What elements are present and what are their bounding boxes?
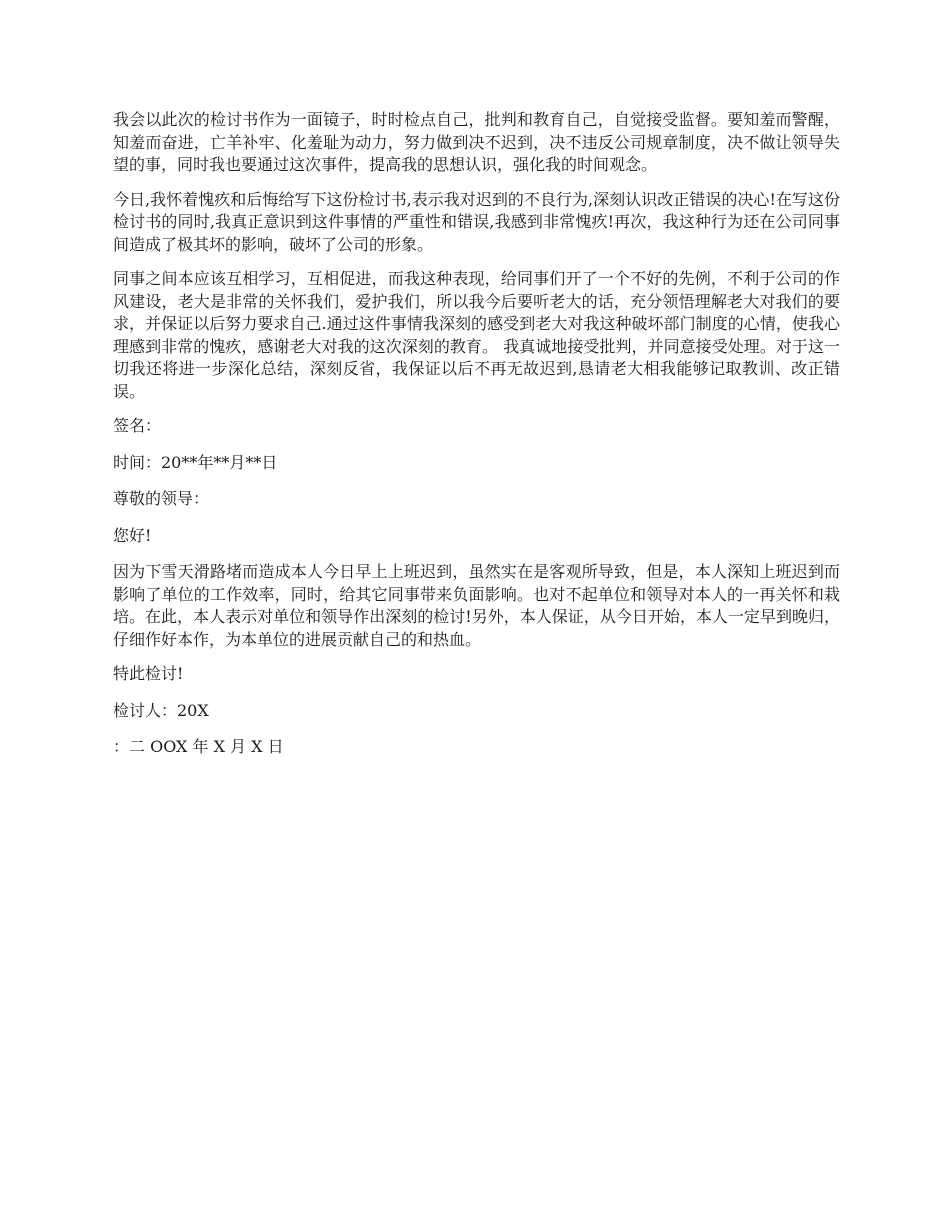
document-page	[113, 109, 840, 773]
time-line: 时间：20**年**月**日	[113, 452, 278, 472]
paragraph-snow-delay: 因为下雪天滑路堵而造成本人今日早上上班迟到，虽然实在是客观所导致，但是，本人深知上班迟到而影响了单位的工作效率，同时，给其它同事带来负面影响。也对不起单位和领导对本人的一再关怀和栽培。在此，本人表示对单位和领导作出深刻的检讨!另外，本人保证，从今日开始，本人一定早到晚归，仔细作好本作，为本单位的进展贡献自己的和热血。	[113, 562, 840, 649]
closing-line: 特此检讨!	[113, 664, 184, 683]
reviewer-line: 检讨人：20X	[113, 700, 209, 720]
paragraph-colleagues: 同事之间本应该互相学习，互相促进，而我这种表现，给同事们开了一个不好的先例，不利于公司的作风建设，老大是非常的关怀我们，爱护我们，所以我今后要听老大的话，充分领悟理解老大对我们的要求，并保证以后努力要求自己.通过这件事情我深刻的感受到老大对我这种破坏部门制度的心情，使我心理感到非常的愧疚，感谢老大对我的这次深刻的教育。 我真诚地接受批判，并同意接受处理。对于这一切我还将进一步深化总结，深刻反省，我保证以后不再无故迟到,恳请老大相我能够记取教训、改正错误。	[113, 269, 840, 401]
paragraph-remorse: 今日,我怀着愧疚和后悔给写下这份检讨书,表示我对迟到的不良行为,深刻认识改正错误的决心!在写这份检讨书的同时,我真正意识到这件事情的严重性和错误,我感到非常愧疚!再次，我这种行为还在公司同事间造成了极其坏的影响，破坏了公司的形象。	[113, 189, 840, 254]
greeting: 您好!	[113, 525, 152, 545]
signature-label: 签名：	[113, 416, 162, 435]
date-line: ：二 OOX 年 X 月 X 日	[113, 737, 284, 756]
paragraph-mirror: 我会以此次的检讨书作为一面镜子，时时检点自己，批判和教育自己，自觉接受监督。要知羞而警醒，知羞而奋进，亡羊补牢、化羞耻为动力，努力做到决不迟到，决不违反公司规章制度，决不做让领导失望的事，同时我也要通过这次事件，提高我的思想认识，强化我的时间观念。	[113, 110, 840, 174]
salutation: 尊敬的领导：	[113, 489, 210, 508]
